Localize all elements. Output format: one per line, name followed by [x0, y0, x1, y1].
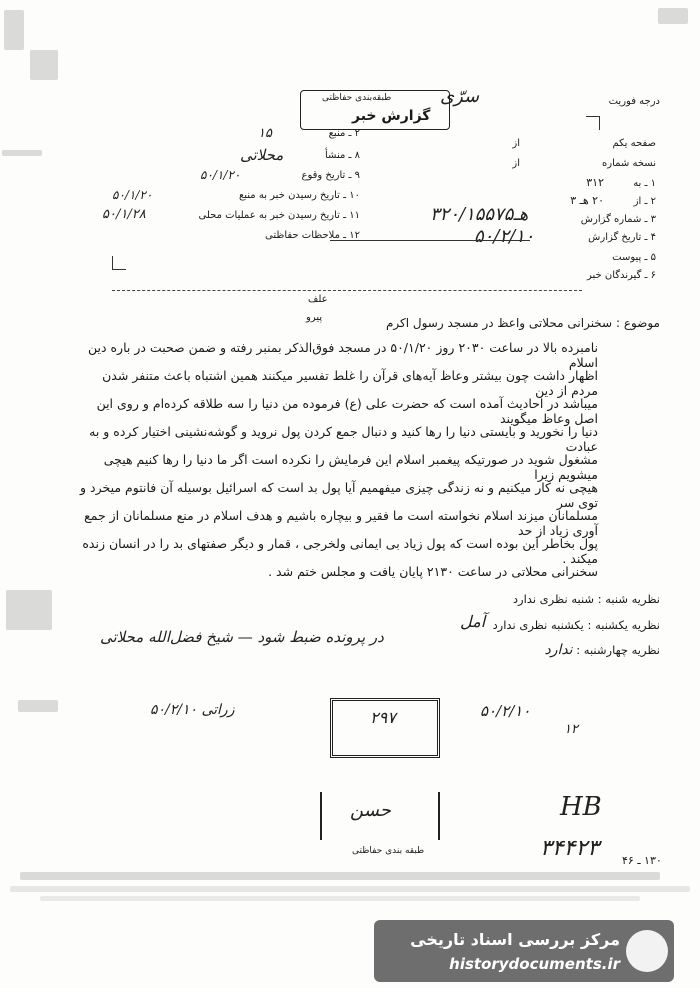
stamp-org: طبقه‌بندی حفاظتی [322, 93, 392, 103]
field-source: ۲ ـ منبع [328, 128, 360, 139]
body-line: پول بخاطر این بوده است که پول زیاد بی ایمانی ولخرجی ، قمار و دیگر صفتهای بد را در انسان زنده میکند . [82, 536, 598, 566]
field-recipients: ۶ ـ گیرندگان خبر [586, 270, 656, 281]
bracket [586, 116, 600, 130]
body-line: نامبرده بالا در ساعت ۲۰۳۰ روز ۵۰/۱/۲۰ در مسجد فوق‌الذکر بمنبر رفته و ضمن صحبت در باره دین اسلام [87, 340, 598, 370]
handwritten-small-note: ۱۲ [564, 722, 578, 737]
field-security-notes: ۱۲ ـ ملاحظات حفاظتی [265, 230, 360, 241]
opinion-wednesday: نظریه چهارشنبه : ندارد [544, 642, 660, 658]
body-line: هیچی نه کار میکنیم و نه زندگی چیزی میفهمیم آیا پول بد است که اسرائیل بوسیله آن فانتوم میخرد و توی سر [80, 480, 598, 510]
classification-caption: طبقه بندی حفاظتی [352, 846, 425, 856]
separator [330, 240, 530, 241]
scan-artifact [18, 700, 58, 712]
bracket [112, 256, 126, 270]
signature: حسن [350, 800, 391, 821]
handwritten-bottom-date: زراتی ۵۰/۲/۱۰ [150, 702, 235, 718]
field-from-value: ۲۰ هـ ۳ [570, 194, 604, 207]
registration-stamp [330, 698, 440, 758]
subject-side-note-1: علف [308, 294, 328, 305]
field-copy: نسخه شماره [602, 158, 656, 169]
subject-line: موضوع : سخنرانی محلاتی واعظ در مسجد رسول اکرم [385, 316, 660, 330]
field-received-by-local: ۱۱ ـ تاریخ رسیدن خبر به عملیات محلی [198, 210, 360, 221]
field-page-mid: از [512, 138, 520, 149]
field-occurrence-date-value: ۵۰/۱/۲۰ [200, 168, 241, 182]
subject-text: سخنرانی محلاتی واعظ در مسجد رسول اکرم [385, 316, 613, 330]
body-line: مسلمانان میزند اسلام نخواسته است ما فقیر و بیچاره باشیم و هدف اسلام در منع مسلمانان از جمع آوری زیاد از حد [84, 508, 598, 538]
mark: HB [560, 792, 602, 822]
field-occurrence-date: ۹ ـ تاریخ وقوع [301, 170, 360, 181]
scan-artifact [30, 50, 58, 80]
field-report-number-value: ۳هـ۲۰/۱۵۵۷۵ [430, 204, 529, 225]
body-line: میباشد در احادیث آمده است که حضرت علی (ع) فرموده من دنیا را سه طلاقه کرده‌ام و روی این اصل وعاظ میگویند [96, 396, 598, 426]
tracking-number: ۳۴۴۲۳ [540, 836, 600, 861]
field-attachment: ۵ ـ پیوست [612, 252, 656, 263]
field-received-by-local-value: ۵۰/۱/۲۸ [102, 207, 146, 222]
field-to-value: ۳۱۲ [586, 176, 604, 189]
opinion-sunday: نظریه یکشنبه : یکشنبه نظری ندارد [492, 618, 660, 632]
handwritten-date: ۵۰/۲/۱۰ [480, 702, 531, 720]
scan-artifact [6, 590, 52, 630]
field-origin-value: محلاتی [240, 146, 284, 164]
field-report-date-value: ۵۰/۲/۱۰ [474, 226, 535, 247]
opinion-sunday-sign: آمل [460, 612, 486, 631]
page-title: گزارش خبر [352, 108, 431, 124]
field-to: ۱ ـ به [633, 178, 656, 189]
stamp-number: ۲۹۷ [370, 708, 396, 727]
subject-label: موضوع [623, 316, 660, 330]
field-received-by-source: ۱۰ ـ تاریخ رسیدن خبر به منبع [238, 190, 360, 201]
body-line: دنیا را نخورید و بایستی دنیا را رها کنید و دنبال جمع کردن پول نروید و گوشه‌نشینی اختیار کرده و به عبادت [89, 424, 598, 454]
scan-artifact [4, 10, 24, 50]
priority-label: درجه فوریت [608, 96, 660, 107]
field-received-by-source-value: ۵۰/۱/۲۰ [112, 188, 153, 202]
scan-noise-band [0, 868, 700, 908]
branding-url: historydocuments.ir [449, 955, 620, 973]
field-report-date: ۴ ـ تاریخ گزارش [588, 232, 656, 243]
field-source-value: ۱۵ [258, 126, 272, 141]
field-copy-mid: از [512, 158, 520, 169]
body-line: سخنرانی محلاتی در ساعت ۲۱۳۰ پایان یافت و مجلس ختم شد . [268, 564, 598, 579]
scan-artifact [2, 150, 42, 156]
field-page: صفحه یکم [612, 138, 656, 149]
field-report-number: ۳ ـ شماره گزارش [580, 214, 656, 225]
scan-artifact [658, 8, 688, 24]
form-code: ۱۳۰ ـ ۴۶ [622, 854, 662, 867]
body-line: مشغول شوید در صورتیکه پیغمبر اسلام این فرمایش را نکرده است اگر ما دنیا را رها کنیم هیچی میشویم زیرا [103, 452, 598, 482]
opinion-saturday: نظریه شنبه : شنبه نظری ندارد [512, 592, 660, 606]
title-handwritten: سرّی [440, 86, 480, 107]
separator [112, 290, 582, 291]
archive-logo-icon [626, 930, 668, 972]
field-origin: ۸ ـ منشأ [324, 150, 360, 161]
field-from: ۲ ـ از [633, 196, 656, 207]
branding-title: مرکز بررسی اسناد تاریخی [410, 930, 620, 949]
handwritten-note: در پرونده ضبط شود — شیخ فضل‌الله محلاتی [100, 628, 384, 646]
body-line: اظهار داشت چون بیشتر وعاظ آیه‌های قرآن را غلط تفسیر میکنند همین اشتباه باعث متنفر شدن مردم از دین [102, 368, 598, 398]
subject-side-note-2: پیرو [306, 312, 323, 323]
